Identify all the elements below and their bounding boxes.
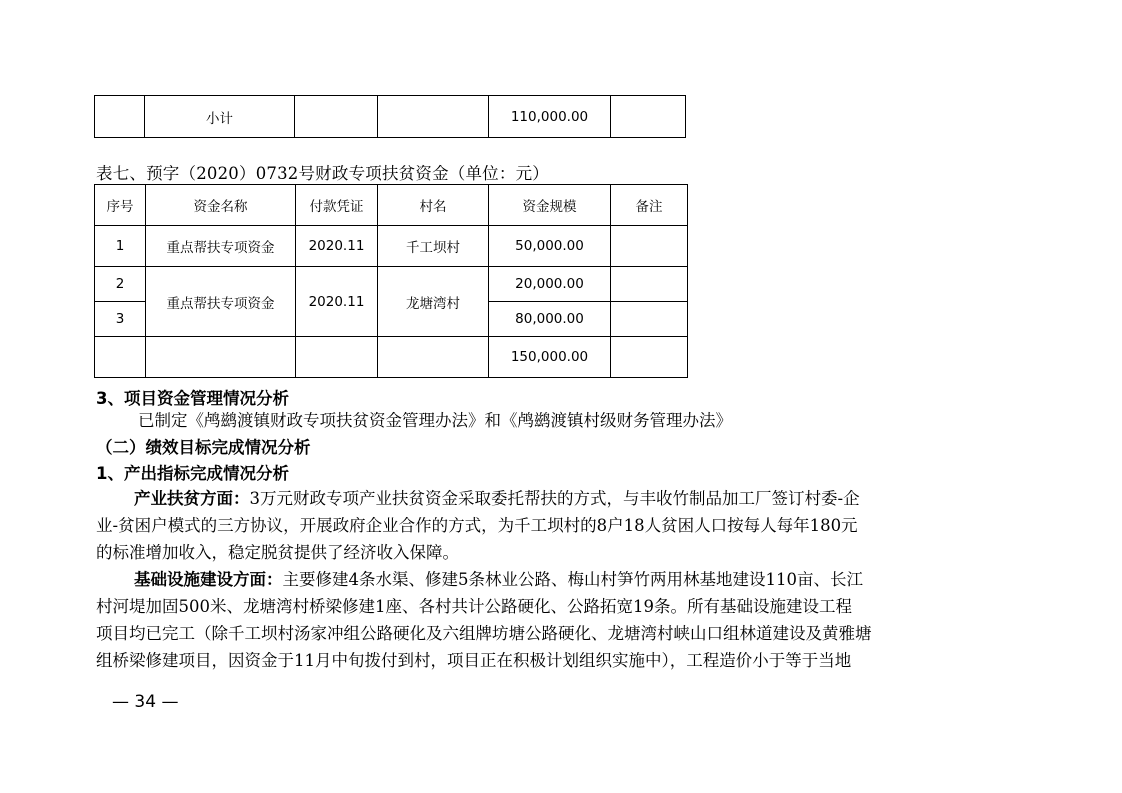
header-village: 村名 (378, 185, 489, 226)
industry-line-2: 业-贫困户模式的三方协议，开展政府企业合作的方式，为千工坝村的8户18人贫困人口按每人每年180元 (96, 516, 858, 535)
infra-line-2: 村河堤加固500米、龙塘湾村桥梁修建1座、各村共计公路硬化、公路拓宽19条。所有基础设施建设工程 (96, 597, 852, 616)
cell-empty (378, 337, 489, 378)
row-no: 3 (95, 302, 146, 337)
subtotal-amount: 110,000.00 (489, 96, 611, 138)
row-amount: 80,000.00 (489, 302, 611, 337)
industry-paragraph (96, 485, 1028, 566)
subtotal-row (95, 96, 686, 138)
cell-empty (146, 337, 296, 378)
header-name: 资金名称 (146, 185, 296, 226)
header-amount: 资金规模 (489, 185, 611, 226)
header-no: 序号 (95, 185, 146, 226)
total-amount: 150,000.00 (489, 337, 611, 378)
table7 (94, 184, 688, 378)
industry-label: 产业扶贫方面： (134, 489, 250, 508)
table7-caption: 表七、预字（2020）0732号财政专项扶贫资金（单位：元） (96, 164, 549, 183)
subtotal-label: 小计 (145, 96, 295, 138)
header-voucher: 付款凭证 (296, 185, 378, 226)
section-two-heading: （二）绩效目标完成情况分析 (96, 438, 311, 457)
previous-table (94, 95, 686, 138)
cell-empty (611, 96, 686, 138)
row-note (611, 302, 688, 337)
page-number: — 34 — (112, 692, 179, 712)
industry-line-1: 3万元财政专项产业扶贫资金采取委托帮扶的方式，与丰收竹制品加工厂签订村委-企 (249, 489, 860, 508)
row-voucher: 2020.11 (296, 267, 378, 337)
row-note (611, 226, 688, 267)
industry-line-3: 的标准增加收入，稳定脱贫提供了经济收入保障。 (96, 543, 459, 562)
section3-text: 已制定《鸬鹚渡镇财政专项扶贫资金管理办法》和《鸬鹚渡镇村级财务管理办法》 (138, 411, 732, 430)
section3-heading: 3、项目资金管理情况分析 (96, 389, 289, 408)
cell-empty (95, 337, 146, 378)
row-village: 千工坝村 (378, 226, 489, 267)
row-voucher: 2020.11 (296, 226, 378, 267)
row-amount: 50,000.00 (489, 226, 611, 267)
cell-empty (611, 337, 688, 378)
cell-empty (295, 96, 378, 138)
infra-label: 基础设施建设方面： (134, 570, 283, 589)
sub1-heading: 1、产出指标完成情况分析 (96, 464, 289, 483)
row-name: 重点帮扶专项资金 (146, 267, 296, 337)
cell-empty (95, 96, 145, 138)
row-amount: 20,000.00 (489, 267, 611, 302)
row-no: 1 (95, 226, 146, 267)
total-row (95, 337, 688, 378)
header-note: 备注 (611, 185, 688, 226)
row-note (611, 267, 688, 302)
row-no: 2 (95, 267, 146, 302)
infra-line-4: 组桥梁修建项目，因资金于11月中旬拨付到村，项目正在积极计划组织实施中），工程造价小于等于当地 (96, 651, 852, 670)
cell-empty (296, 337, 378, 378)
infra-line-3: 项目均已完工（除千工坝村汤家冲组公路硬化及六组牌坊塘公路硬化、龙塘湾村峡山口组林道建设及黄雅塘 (96, 624, 872, 643)
row-name: 重点帮扶专项资金 (146, 226, 296, 267)
row-village: 龙塘湾村 (378, 267, 489, 337)
table7-header-row (95, 185, 688, 226)
cell-empty (378, 96, 489, 138)
infra-paragraph (96, 566, 1028, 674)
table-row (95, 267, 688, 302)
infra-line-1: 主要修建4条水渠、修建5条林业公路、梅山村笋竹两用林基地建设110亩、长江 (282, 570, 863, 589)
table-row (95, 226, 688, 267)
